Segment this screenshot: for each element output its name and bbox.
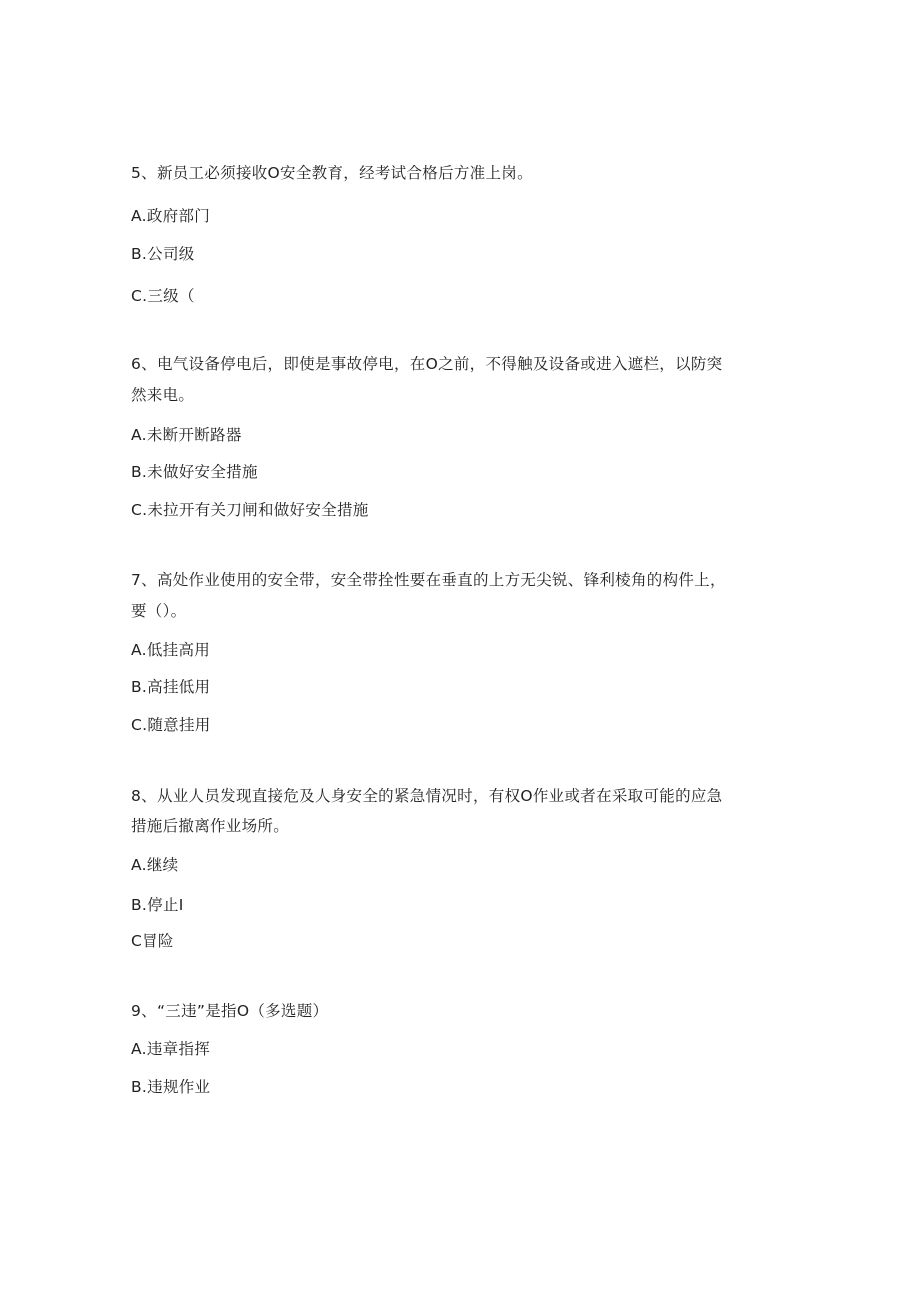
question-8-option-a: A.继续 [131, 856, 179, 874]
question-7-stem-line-1: 7、高处作业使用的安全带，安全带拴性要在垂直的上方无尖锐、锋利棱角的构件上， [131, 571, 726, 589]
question-6-stem-line-2: 然来电。 [131, 386, 195, 404]
question-8-option-b: B.停止I [131, 896, 184, 914]
question-9-option-a: A.违章指挥 [131, 1040, 211, 1058]
question-6-option-b: B.未做好安全措施 [131, 463, 258, 481]
question-9-option-b: B.违规作业 [131, 1078, 211, 1096]
question-6-stem-line-1: 6、电气设备停电后，即使是事故停电，在O之前，不得触及设备或进入遮栏，以防突 [131, 355, 723, 373]
question-5-option-c: C.三级（ [131, 287, 195, 305]
question-7-option-b: B.高挂低用 [131, 678, 211, 696]
question-7-stem-line-2: 要（）。 [131, 602, 187, 620]
question-8-option-c: C冒险 [131, 932, 174, 950]
question-5-option-b: B.公司级 [131, 245, 195, 263]
question-8-stem-line-1: 8、从业人员发现直接危及人身安全的紧急情况时，有权O作业或者在采取可能的应急 [131, 787, 723, 805]
question-6-option-a: A.未断开断路器 [131, 426, 242, 444]
question-9-stem: 9、“三违”是指O（多选题） [131, 1002, 329, 1020]
question-7-option-a: A.低挂高用 [131, 641, 211, 659]
question-5-option-a: A.政府部门 [131, 207, 211, 225]
question-8-stem-line-2: 措施后撤离作业场所。 [131, 817, 290, 835]
question-5-stem: 5、新员工必须接收O安全教育，经考试合格后方准上岗。 [131, 164, 533, 182]
question-6-option-c: C.未拉开有关刀闸和做好安全措施 [131, 501, 369, 519]
question-7-option-c: C.随意挂用 [131, 716, 211, 734]
